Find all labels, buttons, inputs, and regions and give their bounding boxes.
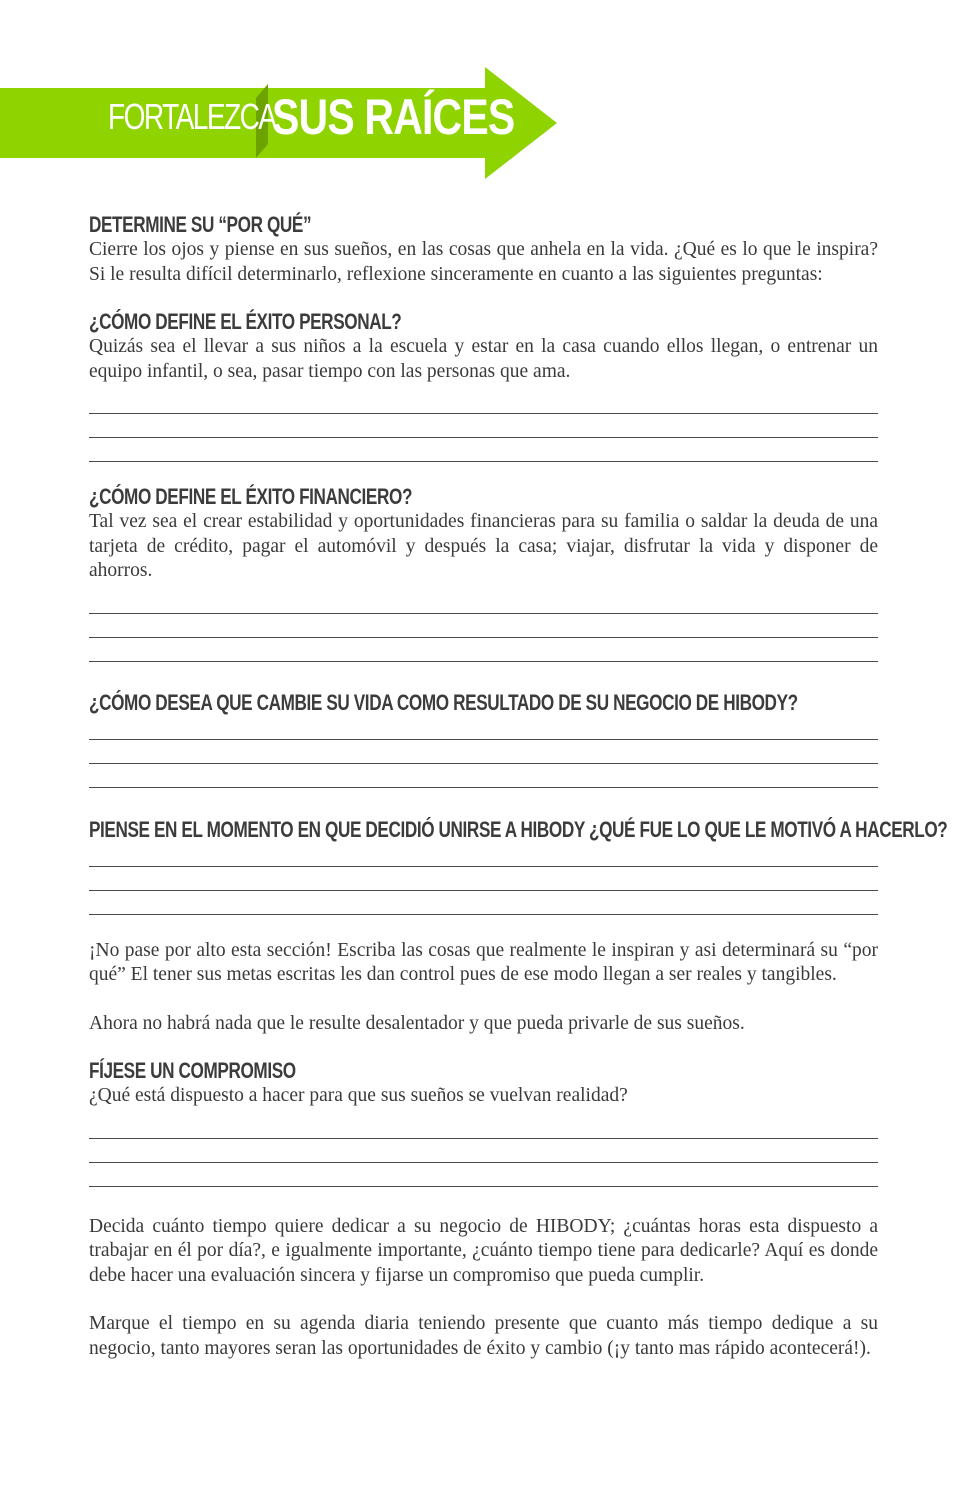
answer-lines-motivo[interactable] bbox=[89, 843, 878, 915]
answer-line[interactable] bbox=[89, 891, 878, 915]
heading-compromiso: FÍJESE UN COMPROMISO bbox=[89, 1058, 296, 1083]
answer-line[interactable] bbox=[89, 1163, 878, 1187]
answer-lines-cambio-vida[interactable] bbox=[89, 716, 878, 788]
text-marque: Marque el tiempo en su agenda diaria teniendo presente que cuanto más tiempo dedique a su negocio, tanto mayores seran las oportunidades de éxito y cambio (¡y tanto mas rápido acontecerá!). bbox=[89, 1313, 878, 1359]
banner-title-bold: SUS RAÍCES bbox=[272, 89, 515, 145]
answer-line[interactable] bbox=[89, 638, 878, 662]
text-por-que: Cierre los ojos y piense en sus sueños, en las cosas que anhela en la vida. ¿Qué es lo que le inspira? Si le resulta difícil determinarlo, reflexione sinceramente en cuanto a las siguientes preguntas: bbox=[89, 239, 878, 285]
title-banner bbox=[0, 60, 965, 190]
answer-line[interactable] bbox=[89, 438, 878, 462]
worksheet-content bbox=[89, 212, 948, 1361]
text-no-pase: ¡No pase por alto esta sección! Escriba las cosas que realmente le inspiran y asi determinará su “por qué” El tener sus metas escritas les dan control pues de ese modo llegan a ser reales y tangibles. bbox=[89, 939, 878, 985]
answer-line[interactable] bbox=[89, 867, 878, 891]
answer-line[interactable] bbox=[89, 843, 878, 867]
text-exito-financiero: Tal vez sea el crear estabilidad y oportunidades financieras para su familia o saldar la deuda de una tarjeta de crédito, pagar el automóvil y después la casa; viajar, disfrutar la vida y disponer de ahorros. bbox=[89, 511, 878, 581]
answer-line[interactable] bbox=[89, 740, 878, 764]
heading-por-que: DETERMINE SU “POR QUÉ” bbox=[89, 212, 312, 237]
answer-lines-compromiso[interactable] bbox=[89, 1115, 878, 1187]
answer-line[interactable] bbox=[89, 1115, 878, 1139]
banner-title-light: FORTALEZCA bbox=[108, 96, 276, 137]
answer-line[interactable] bbox=[89, 614, 878, 638]
text-compromiso: ¿Qué está dispuesto a hacer para que sus sueños se vuelvan realidad? bbox=[89, 1085, 628, 1106]
text-exito-personal: Quizás sea el llevar a sus niños a la escuela y estar en la casa cuando ellos llegan, o entrenar un equipo infantil, o sea, pasar tiempo con las personas que ama. bbox=[89, 336, 878, 382]
heading-motivo: PIENSE EN EL MOMENTO EN QUE DECIDIÓ UNIRSE A HIBODY ¿QUÉ FUE LO QUE LE MOTIVÓ A HACERLO? bbox=[89, 816, 948, 842]
text-ahora: Ahora no habrá nada que le resulte desalentador y que pueda privarle de sus sueños. bbox=[89, 1012, 745, 1034]
answer-line[interactable] bbox=[89, 590, 878, 614]
answer-line[interactable] bbox=[89, 716, 878, 740]
heading-cambio-vida: ¿CÓMO DESEA QUE CAMBIE SU VIDA COMO RESULTADO DE SU NEGOCIO DE HIBODY? bbox=[89, 689, 798, 715]
answer-line[interactable] bbox=[89, 1139, 878, 1163]
answer-line[interactable] bbox=[89, 414, 878, 438]
answer-line[interactable] bbox=[89, 390, 878, 414]
heading-exito-financiero: ¿CÓMO DEFINE EL ÉXITO FINANCIERO? bbox=[89, 484, 413, 509]
text-decida: Decida cuánto tiempo quiere dedicar a su negocio de HIBODY; ¿cuántas horas esta dispuesto a trabajar en él por día?, e igualmente importante, ¿cuánto tiempo tiene para dedicarle? Aquí es donde debe hacer una evaluación sincera y fijarse un compromiso que pueda cumplir. bbox=[89, 1215, 878, 1286]
answer-lines-exito-personal[interactable] bbox=[89, 390, 878, 462]
heading-exito-personal: ¿CÓMO DEFINE EL ÉXITO PERSONAL? bbox=[89, 309, 402, 334]
answer-lines-exito-financiero[interactable] bbox=[89, 590, 878, 662]
answer-line[interactable] bbox=[89, 764, 878, 788]
